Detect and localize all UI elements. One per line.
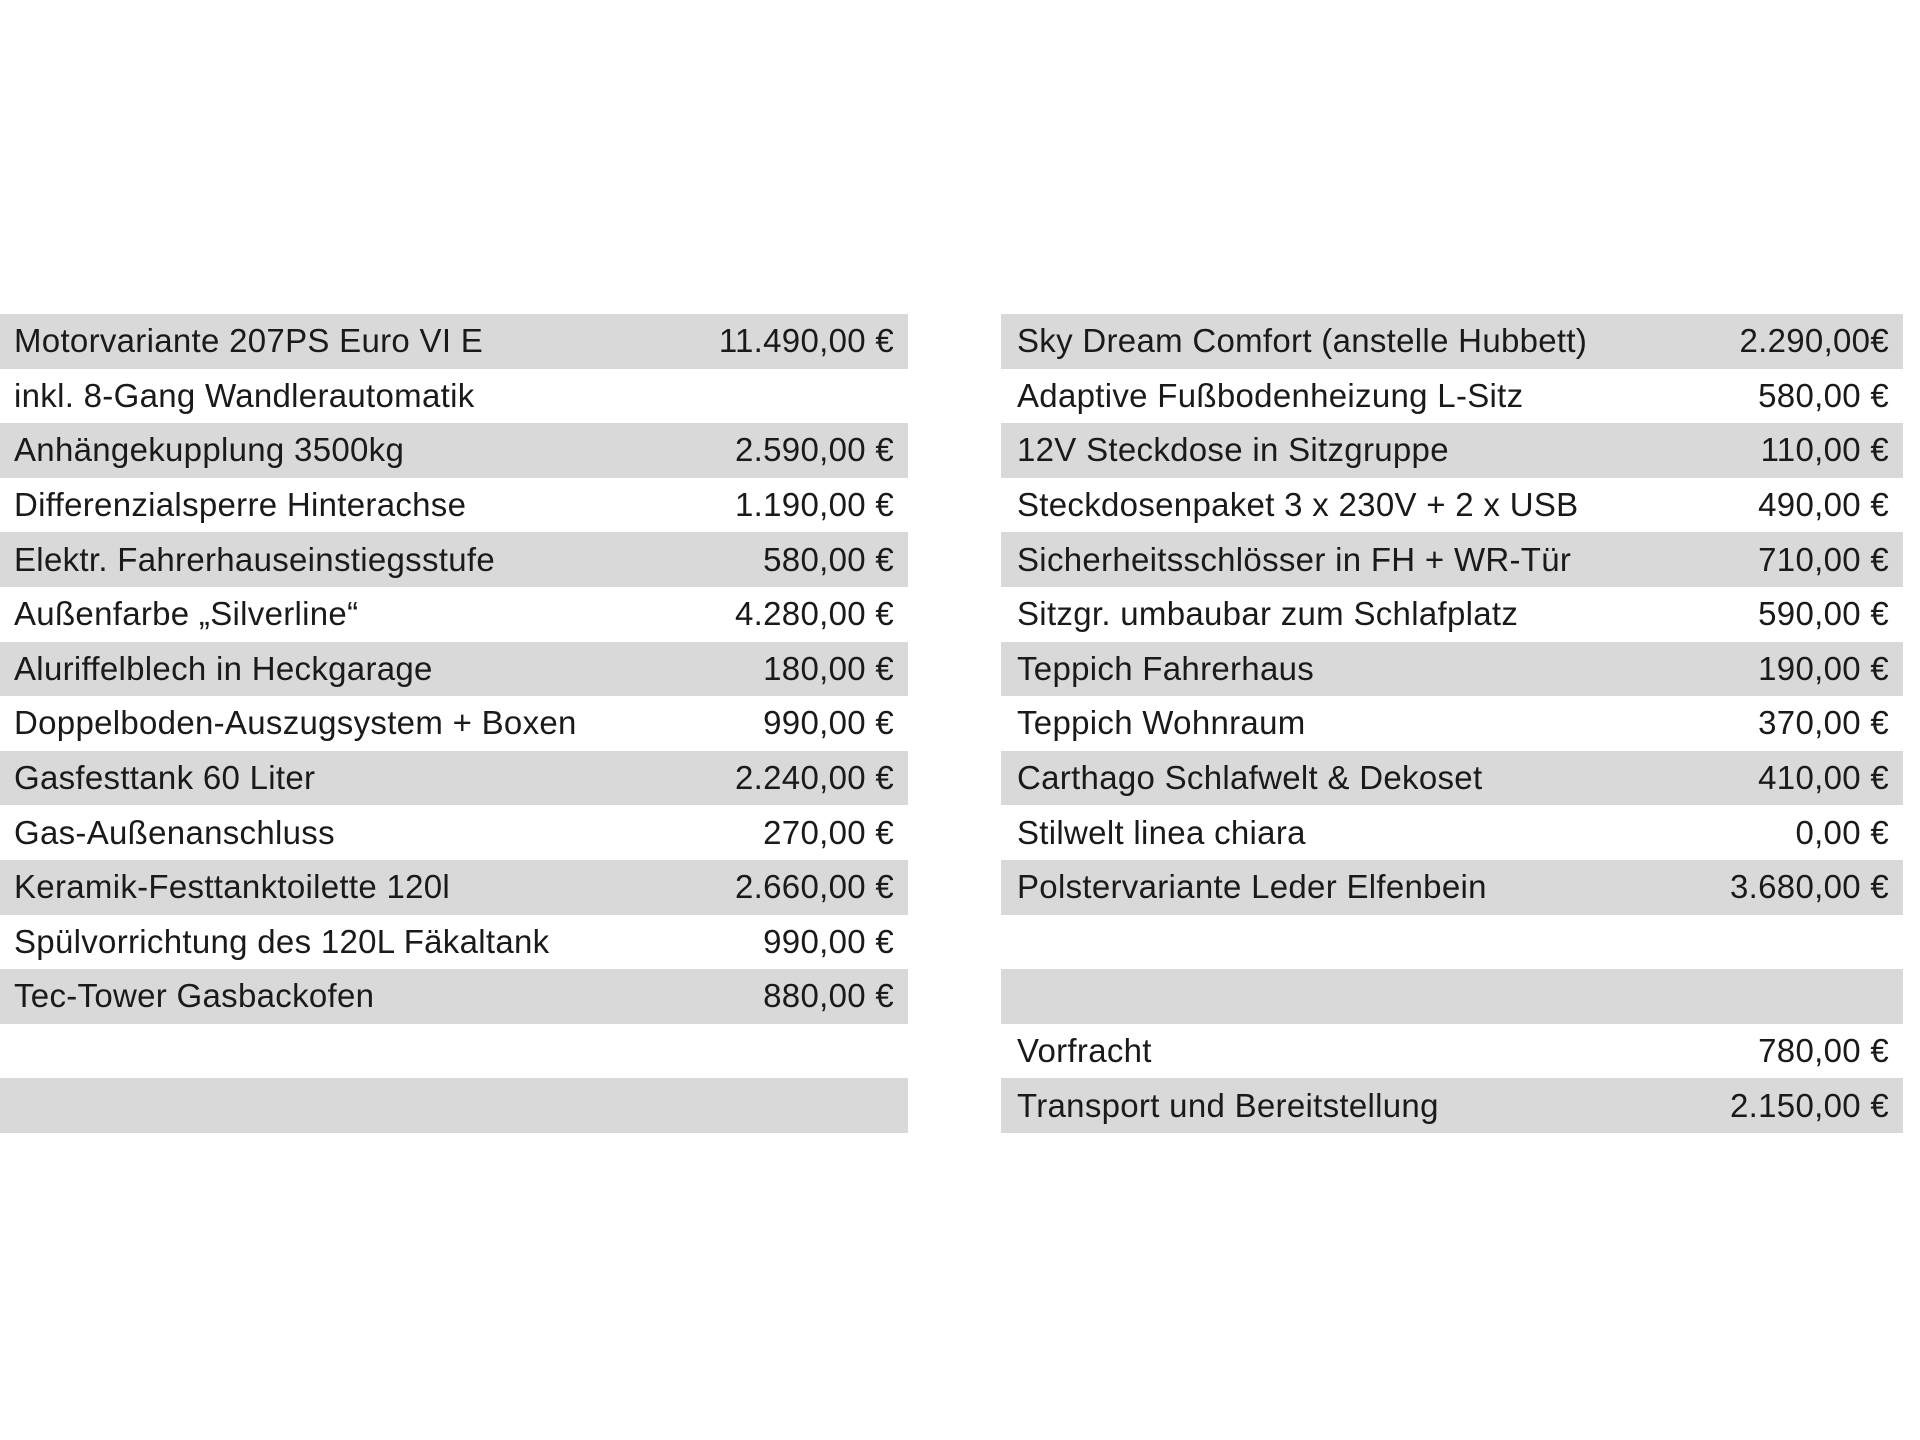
item-label: Außenfarbe „Silverline“ (14, 595, 359, 633)
item-label: Doppelboden-Auszugsystem + Boxen (14, 704, 577, 742)
item-label: Sky Dream Comfort (anstelle Hubbett) (1017, 322, 1588, 360)
item-price: 2.660,00 € (735, 868, 894, 906)
table-row (1001, 805, 1903, 860)
left-price-table (0, 314, 908, 1133)
item-price: 110,00 € (1760, 431, 1889, 469)
table-row (0, 696, 908, 751)
item-label: Spülvorrichtung des 120L Fäkaltank (14, 922, 550, 960)
item-price: 580,00 € (763, 540, 894, 578)
item-label: Motorvariante 207PS Euro VI E (14, 322, 484, 360)
table-row (1001, 860, 1903, 915)
item-price: 710,00 € (1758, 540, 1889, 578)
item-price: 990,00 € (763, 704, 894, 742)
item-price: 0,00 € (1795, 813, 1889, 851)
item-label: Steckdosenpaket 3 x 230V + 2 x USB (1017, 486, 1579, 524)
item-price: 590,00 € (1758, 595, 1889, 633)
item-price: 990,00 € (763, 922, 894, 960)
item-label: Adaptive Fußbodenheizung L-Sitz (1017, 376, 1524, 414)
item-price: 780,00 € (1758, 1032, 1889, 1070)
item-label: inkl. 8-Gang Wandlerautomatik (14, 376, 475, 414)
table-row (0, 969, 908, 1024)
item-price: 1.190,00 € (735, 486, 894, 524)
item-price: 4.280,00 € (735, 595, 894, 633)
table-row (1001, 1024, 1903, 1079)
table-row (1001, 1078, 1903, 1133)
table-row (0, 532, 908, 587)
item-price: 410,00 € (1758, 759, 1889, 797)
item-label: Anhängekupplung 3500kg (14, 431, 405, 469)
item-label: Stilwelt linea chiara (1017, 813, 1306, 851)
table-row (0, 314, 908, 369)
table-row (0, 860, 908, 915)
item-label: Sitzgr. umbaubar zum Schlafplatz (1017, 595, 1519, 633)
table-row (0, 751, 908, 806)
item-price: 3.680,00 € (1730, 868, 1889, 906)
item-price: 880,00 € (763, 977, 894, 1015)
item-price: 2.290,00€ (1739, 322, 1889, 360)
item-label: Polstervariante Leder Elfenbein (1017, 868, 1487, 906)
item-price: 180,00 € (763, 649, 894, 687)
table-row (0, 423, 908, 478)
item-price: 190,00 € (1758, 649, 1889, 687)
item-price: 580,00 € (1758, 376, 1889, 414)
table-row-empty (1001, 915, 1903, 970)
item-label: Elektr. Fahrerhauseinstiegsstufe (14, 540, 496, 578)
item-label: 12V Steckdose in Sitzgruppe (1017, 431, 1449, 469)
table-row-empty (0, 1078, 908, 1133)
item-label: Sicherheitsschlösser in FH + WR-Tür (1017, 540, 1572, 578)
table-row (1001, 642, 1903, 697)
item-label: Tec-Tower Gasbackofen (14, 977, 375, 1015)
item-label: Transport und Bereitstellung (1017, 1086, 1439, 1124)
table-row (0, 642, 908, 697)
table-row (1001, 314, 1903, 369)
table-row (1001, 587, 1903, 642)
item-price: 370,00 € (1758, 704, 1889, 742)
table-row (1001, 696, 1903, 751)
item-label: Carthago Schlafwelt & Dekoset (1017, 759, 1483, 797)
item-label: Differenzialsperre Hinterachse (14, 486, 467, 524)
table-row (1001, 751, 1903, 806)
table-row (1001, 369, 1903, 424)
item-label: Teppich Fahrerhaus (1017, 649, 1315, 687)
item-price: 2.240,00 € (735, 759, 894, 797)
item-price: 2.590,00 € (735, 431, 894, 469)
item-label: Vorfracht (1017, 1032, 1152, 1070)
table-row (0, 369, 908, 424)
right-price-table (1001, 314, 1903, 1133)
item-price: 11.490,00 € (718, 322, 894, 360)
table-row-empty (1001, 969, 1903, 1024)
table-row (0, 915, 908, 970)
item-label: Gasfesttank 60 Liter (14, 759, 316, 797)
item-label: Keramik-Festtanktoilette 120l (14, 868, 451, 906)
table-row (0, 587, 908, 642)
table-row (0, 805, 908, 860)
item-price: 490,00 € (1758, 486, 1889, 524)
item-price: 270,00 € (763, 813, 894, 851)
table-row (1001, 423, 1903, 478)
table-row (0, 478, 908, 533)
table-row-empty (0, 1024, 908, 1079)
item-label: Teppich Wohnraum (1017, 704, 1306, 742)
item-label: Gas-Außenanschluss (14, 813, 335, 851)
item-price: 2.150,00 € (1730, 1086, 1889, 1124)
table-row (1001, 532, 1903, 587)
table-row (1001, 478, 1903, 533)
item-label: Aluriffelblech in Heckgarage (14, 649, 433, 687)
